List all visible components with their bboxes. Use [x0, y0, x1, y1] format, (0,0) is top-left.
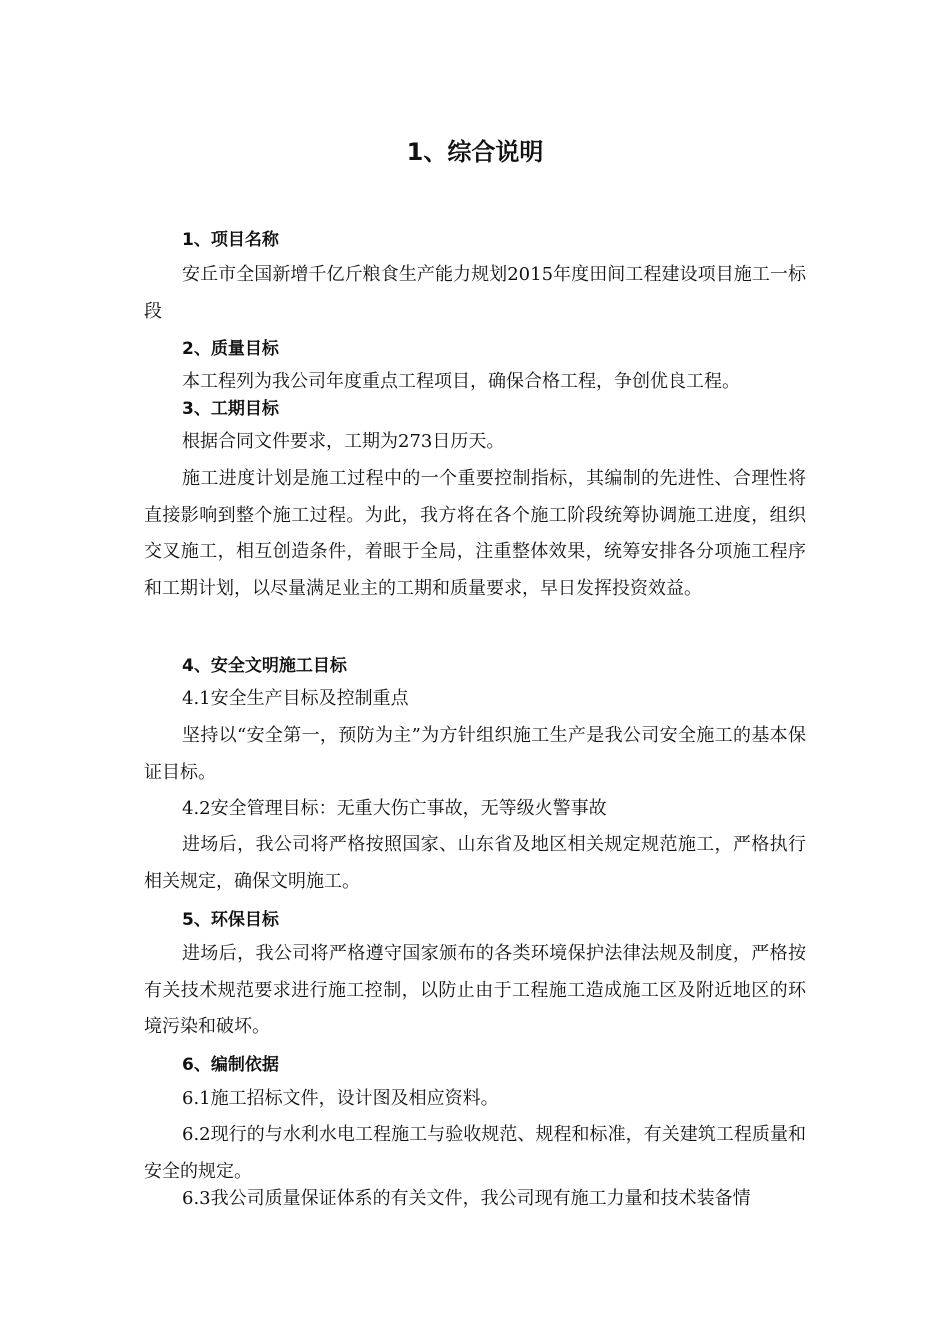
- section-heading-basis: 6、编制依据: [182, 1055, 279, 1075]
- quality-target-paragraph: 本工程列为我公司年度重点工程项目，确保合格工程，争创优良工程。: [182, 371, 740, 392]
- section-heading-safety-target: 4、安全文明施工目标: [182, 656, 347, 676]
- safety-subsection-4-1: 4.1安全生产目标及控制重点: [182, 688, 409, 709]
- section-heading-schedule-target: 3、工期目标: [182, 399, 279, 419]
- basis-item-6-3: 6.3我公司质量保证体系的有关文件，我公司现有施工力量和技术装备情: [182, 1188, 751, 1209]
- document-title: 1、综合说明: [406, 138, 544, 166]
- safety-principle-paragraph: 坚持以“安全第一，预防为主”为方针组织施工生产是我公司安全施工的基本保证目标。: [144, 725, 806, 783]
- schedule-plan-paragraph: 施工进度计划是施工过程中的一个重要控制指标，其编制的先进性、合理性将直接影响到整个施工过程。为此，我方将在各个施工阶段统筹协调施工进度，组织交叉施工，相互创造条件，着眼于全局，注重整体效果，统筹安排各分项施工程序和工期计划，以尽量满足业主的工期和质量要求，早日发挥投资效益。: [144, 468, 806, 599]
- civilized-construction-paragraph: 进场后，我公司将严格按照国家、山东省及地区相关规定规范施工，严格执行相关规定，确保文明施工。: [144, 834, 806, 892]
- basis-item-6-1: 6.1施工招标文件，设计图及相应资料。: [182, 1088, 499, 1109]
- basis-item-6-2: 6.2现行的与水利水电工程施工与验收规范、规程和标准，有关建筑工程质量和安全的规定。: [144, 1124, 806, 1182]
- section-heading-project-name: 1、项目名称: [182, 230, 279, 250]
- environment-paragraph: 进场后，我公司将严格遵守国家颁布的各类环境保护法律法规及制度，严格按有关技术规范要求进行施工控制，以防止由于工程施工造成施工区及附近地区的环境污染和破坏。: [144, 943, 806, 1038]
- project-name-paragraph: 安丘市全国新增千亿斤粮食生产能力规划2015年度田间工程建设项目施工一标段: [144, 264, 806, 322]
- section-heading-environment-target: 5、环保目标: [182, 910, 279, 930]
- section-heading-quality-target: 2、质量目标: [182, 339, 279, 359]
- safety-subsection-4-2: 4.2安全管理目标：无重大伤亡事故，无等级火警事故: [182, 798, 607, 819]
- schedule-duration-paragraph: 根据合同文件要求，工期为273日历天。: [182, 431, 505, 452]
